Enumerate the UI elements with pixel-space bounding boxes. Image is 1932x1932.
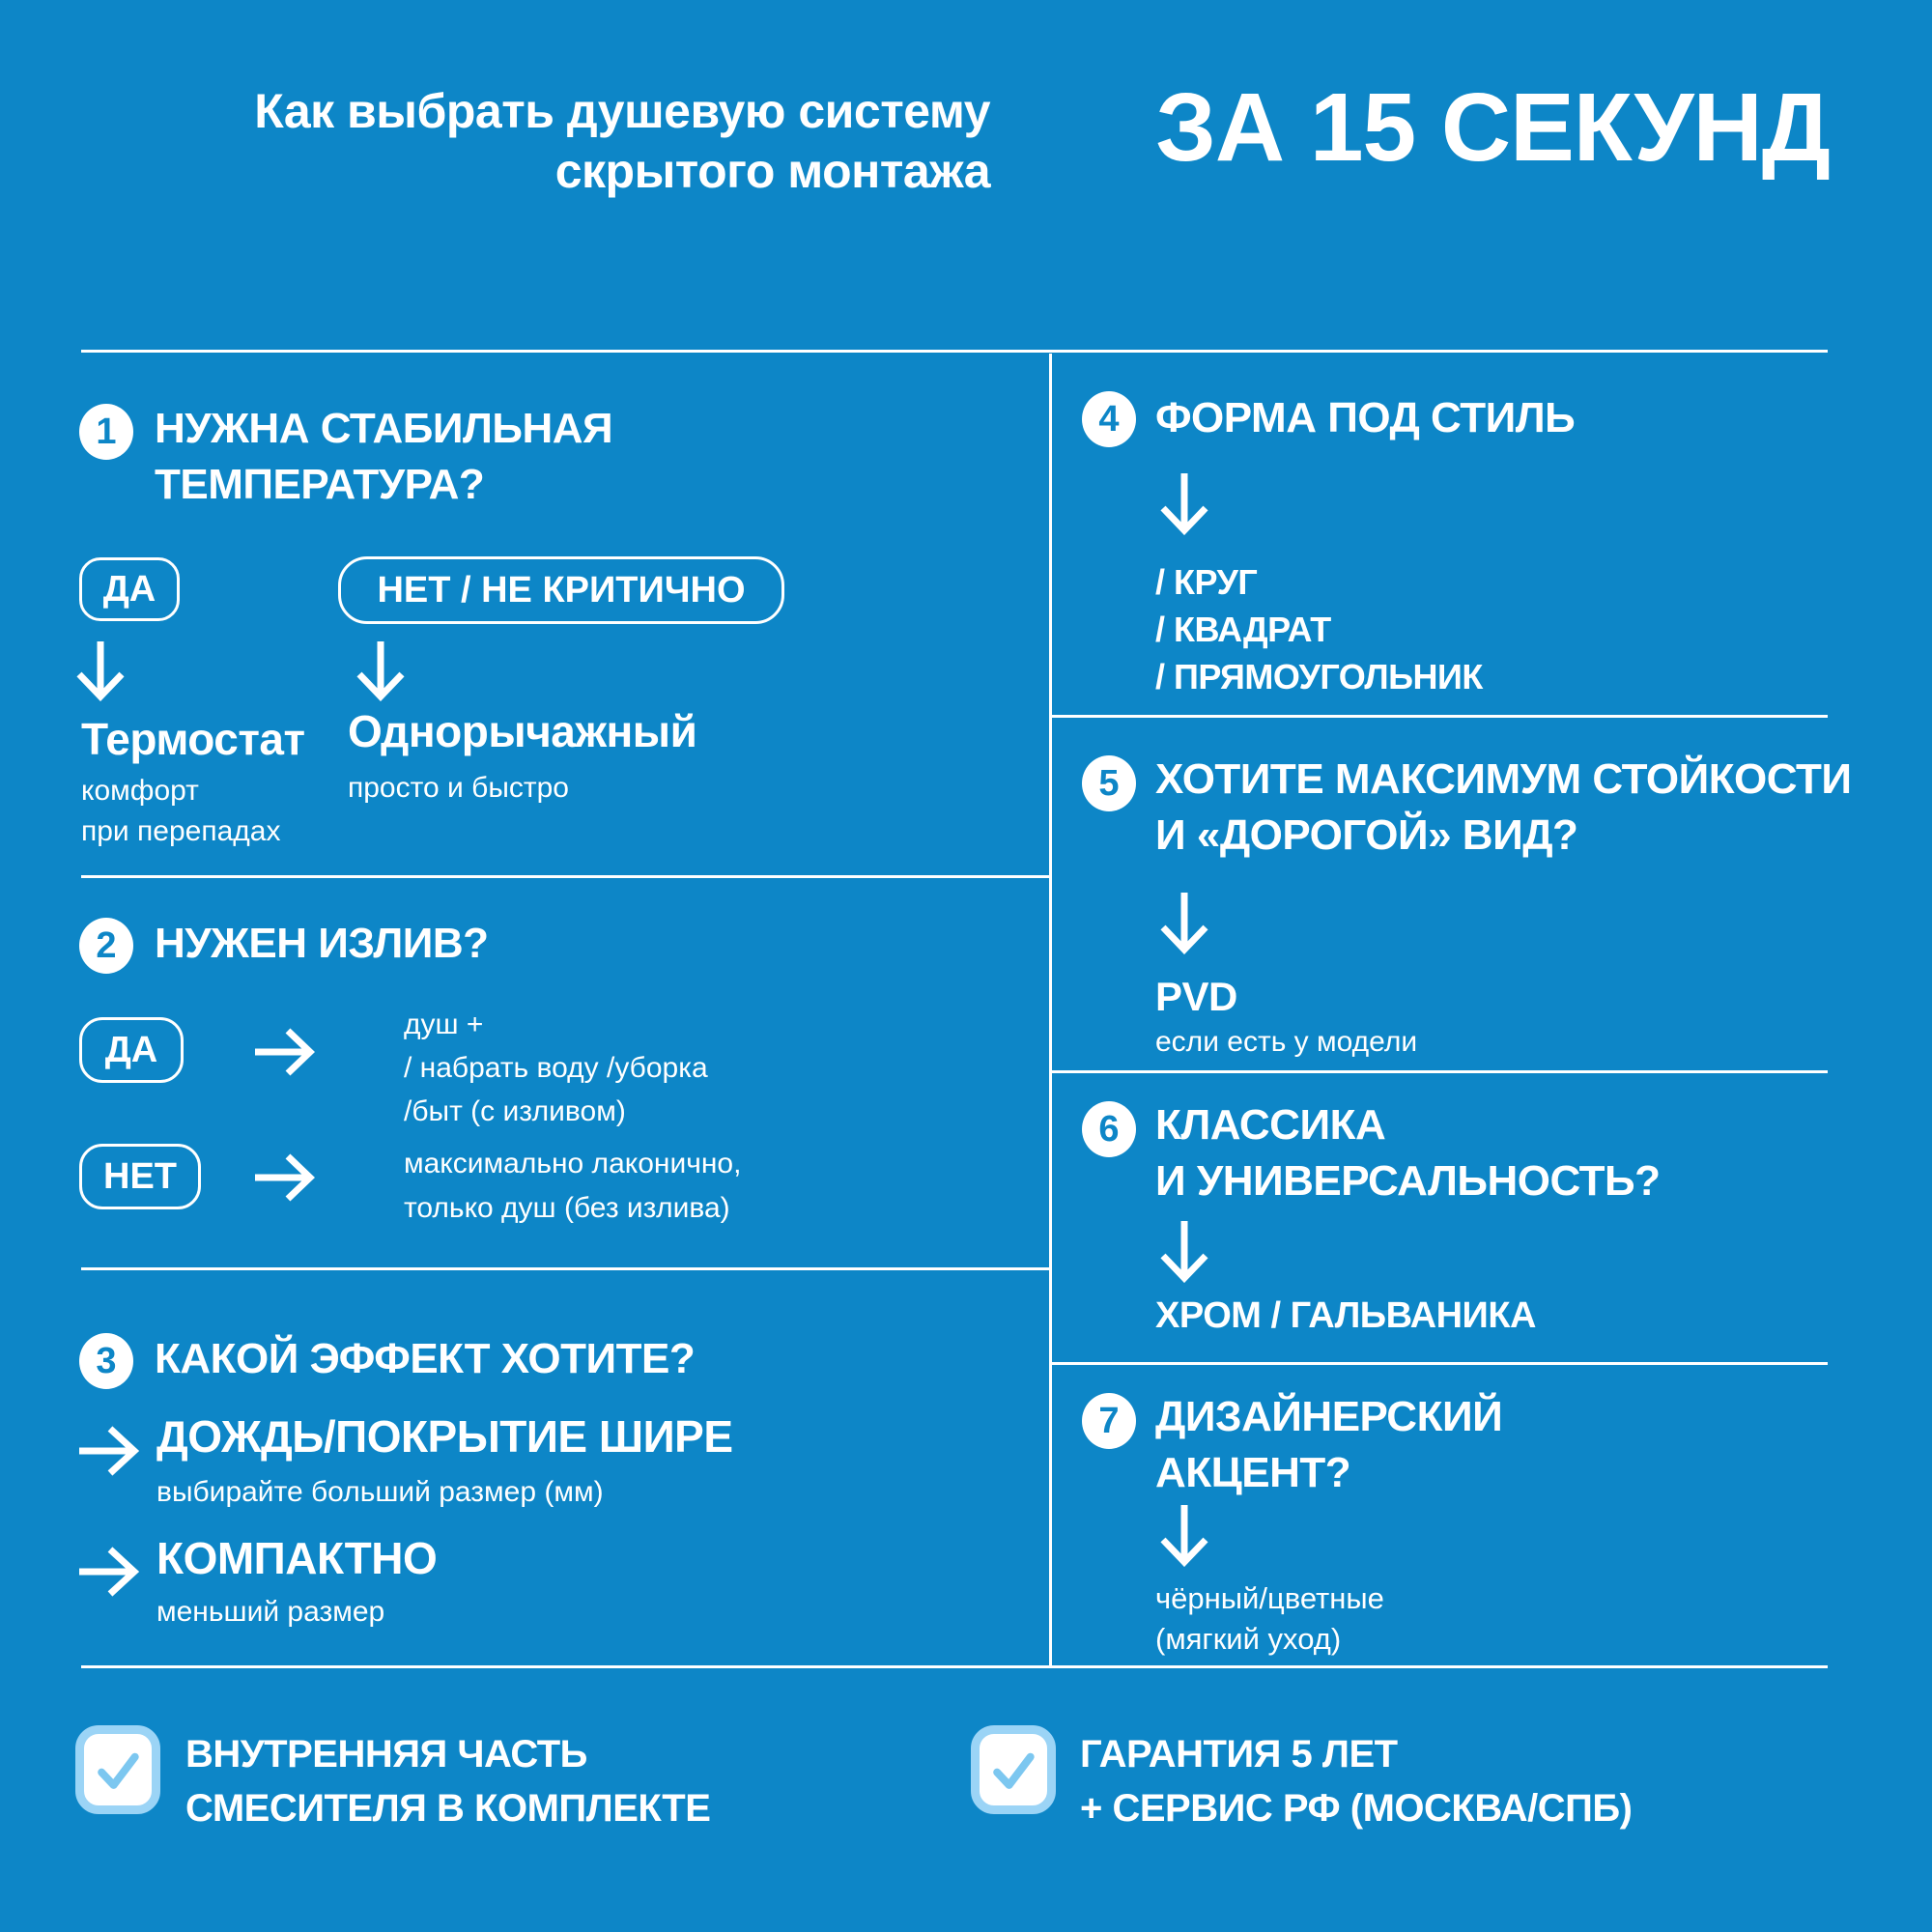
step-4-option-square: / КВАДРАТ (1155, 610, 1331, 649)
checkbox-icon (971, 1725, 1056, 1814)
divider-bottom (81, 1665, 1828, 1668)
step-7-result-line1: чёрный/цветные (1155, 1581, 1384, 1615)
step-6-title-line1: КЛАССИКА (1155, 1101, 1386, 1149)
step-3-title: КАКОЙ ЭФФЕКТ ХОТИТЕ? (155, 1335, 696, 1382)
step-7-title-line2: АКЦЕНТ? (1155, 1449, 1351, 1496)
step-1-yes-result-sub (81, 771, 280, 852)
divider-left-1 (81, 875, 1049, 878)
step-4-option-rectangle: / ПРЯМОУГОЛЬНИК (1155, 657, 1483, 696)
right-arrow-icon (77, 1424, 139, 1478)
step-5-title-line2: И «ДОРОГОЙ» ВИД? (1155, 811, 1578, 859)
badge-15-seconds: ЗА 15 СЕКУНД (1155, 73, 1830, 182)
step-5-title (1155, 752, 1851, 864)
step-4-options (1155, 558, 1483, 700)
step-7-title-line1: ДИЗАЙНЕРСКИЙ (1155, 1393, 1503, 1440)
right-arrow-icon (253, 1026, 315, 1078)
step-3-option1-title: ДОЖДЬ/ПОКРЫТИЕ ШИРЕ (156, 1411, 733, 1462)
step-1-no-option: НЕТ / НЕ КРИТИЧНО (338, 556, 784, 624)
step-1-title-line1: НУЖНА СТАБИЛЬНАЯ (155, 405, 613, 452)
step-5-number: 5 (1082, 755, 1136, 811)
step-7-result (1155, 1578, 1384, 1660)
step-6-title-line2: И УНИВЕРСАЛЬНОСТЬ? (1155, 1157, 1661, 1205)
step-1-title-line2: ТЕМПЕРАТУРА? (155, 461, 485, 508)
right-arrow-icon (77, 1545, 139, 1599)
step-3-number: 3 (79, 1333, 133, 1389)
step-1-yes-result-sub-line2: при перепадах (81, 815, 281, 847)
down-arrow-icon (355, 639, 406, 701)
down-arrow-icon (1159, 1219, 1209, 1283)
step-2-no-result-line2: только душ (без излива) (404, 1192, 730, 1224)
right-arrow-icon (253, 1151, 315, 1204)
step-2-yes-result (404, 1003, 708, 1133)
step-7-result-line2: (мягкий уход) (1155, 1622, 1342, 1656)
step-1-yes-result-sub-line1: комфорт (81, 775, 199, 807)
step-1-no-result-sub: просто и быстро (348, 772, 569, 804)
step-5-result-sub: если есть у модели (1155, 1026, 1418, 1058)
step-5-title-line1: ХОТИТЕ МАКСИМУМ СТОЙКОСТИ (1155, 755, 1852, 803)
step-1-title (155, 401, 612, 513)
step-2-yes-option: ДА (79, 1017, 184, 1083)
divider-right-3 (1052, 1362, 1828, 1365)
step-2-no-result (404, 1142, 741, 1231)
down-arrow-icon (1159, 471, 1209, 535)
step-2-no-result-line1: максимально лаконично, (404, 1148, 742, 1179)
down-arrow-icon (1159, 891, 1209, 954)
page-title (56, 81, 990, 201)
divider-vertical-center (1049, 354, 1052, 1665)
step-1-number: 1 (79, 404, 133, 460)
footer-benefit-included-line1: ВНУТРЕННЯЯ ЧАСТЬ (185, 1733, 587, 1776)
step-2-no-option: НЕТ (79, 1144, 201, 1209)
page-title-line1: Как выбрать душевую систему (254, 84, 990, 138)
step-2-yes-result-line1: душ + (404, 1009, 484, 1040)
footer-benefit-warranty-line2: + СЕРВИС РФ (МОСКВА/СПБ) (1080, 1787, 1633, 1830)
step-2-title: НУЖЕН ИЗЛИВ? (155, 920, 489, 967)
step-3-option1-sub: выбирайте больший размер (мм) (156, 1476, 604, 1508)
divider-top (81, 350, 1828, 353)
step-1-no-result-title: Однорычажный (348, 706, 697, 756)
footer-benefit-warranty (1080, 1727, 1632, 1835)
step-2-yes-result-line3: /быт (с изливом) (404, 1095, 626, 1127)
step-5-result-title: PVD (1155, 974, 1237, 1019)
step-2-number: 2 (79, 918, 133, 974)
checkmark-icon (983, 1740, 1043, 1800)
step-6-result: ХРОМ / ГАЛЬВАНИКА (1155, 1295, 1536, 1336)
step-4-title: ФОРМА ПОД СТИЛЬ (1155, 394, 1576, 441)
checkmark-icon (88, 1740, 148, 1800)
footer-benefit-warranty-line1: ГАРАНТИЯ 5 ЛЕТ (1080, 1733, 1398, 1776)
page-title-line2: скрытого монтажа (554, 144, 990, 198)
step-4-number: 4 (1082, 391, 1136, 447)
step-6-number: 6 (1082, 1101, 1136, 1157)
footer-benefit-included (185, 1727, 710, 1835)
step-7-title (1155, 1389, 1502, 1501)
divider-right-2 (1052, 1070, 1828, 1073)
down-arrow-icon (1159, 1503, 1209, 1567)
checkbox-icon (75, 1725, 160, 1814)
step-4-option-circle: / КРУГ (1155, 562, 1258, 602)
down-arrow-icon (75, 639, 126, 701)
step-6-title (1155, 1097, 1661, 1209)
divider-right-1 (1052, 715, 1828, 718)
divider-left-2 (81, 1267, 1049, 1270)
step-7-number: 7 (1082, 1393, 1136, 1449)
footer-benefit-included-line2: СМЕСИТЕЛЯ В КОМПЛЕКТЕ (185, 1787, 711, 1830)
step-2-yes-result-line2: / набрать воду /уборка (404, 1052, 708, 1084)
step-3-option2-sub: меньший размер (156, 1596, 385, 1628)
step-3-option2-title: КОМПАКТНО (156, 1533, 438, 1583)
step-1-yes-option: ДА (79, 557, 180, 621)
step-1-yes-result-title: Термостат (81, 714, 305, 764)
